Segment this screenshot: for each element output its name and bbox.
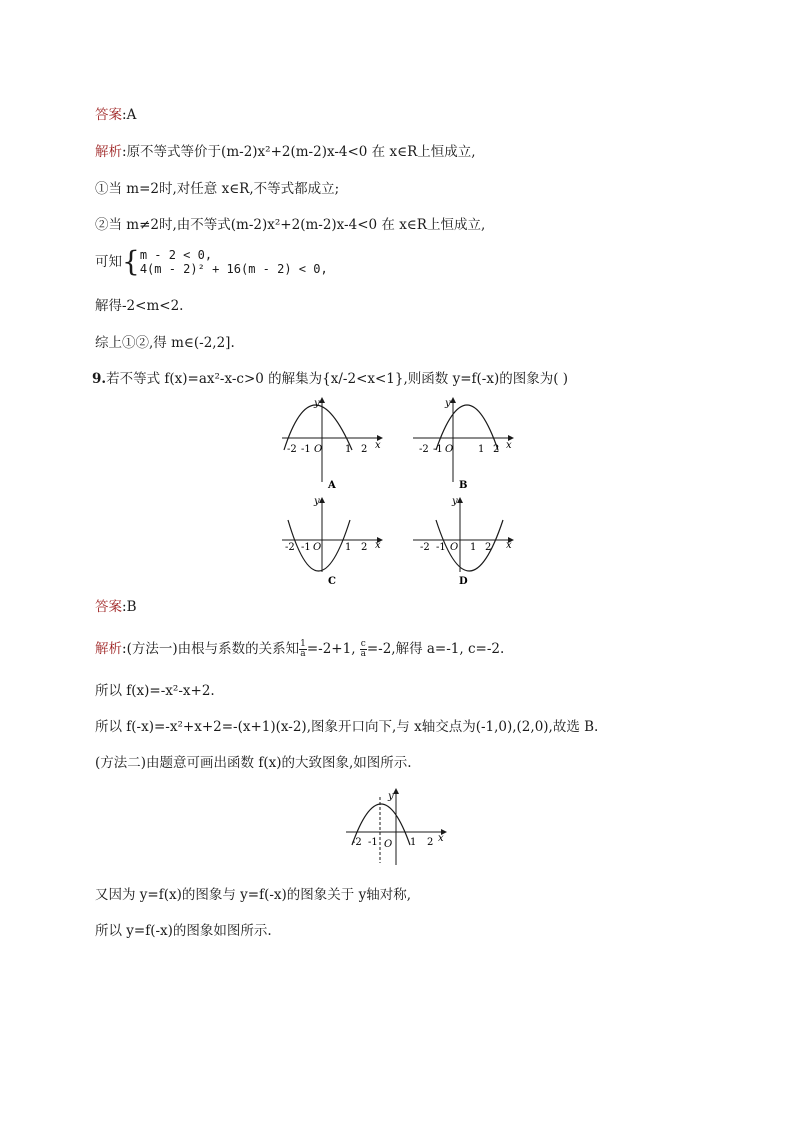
svg-text:1: 1 [478,444,485,455]
answer-value: B [126,599,137,615]
analysis-label: 解析 [95,144,122,160]
svg-text:O: O [313,542,322,553]
caption-c: C [328,576,336,587]
answer-label: 答案 [95,107,122,123]
svg-text:2: 2 [361,542,368,553]
svg-text:x: x [506,540,512,551]
analysis2-line-5: 又因为 y=f(x)的图象与 y=f(-x)的图象关于 y轴对称, [95,887,412,903]
analysis-line-5: 解得-2<m<2. [95,298,184,314]
svg-text:-2: -2 [420,542,430,553]
svg-text:-2: -2 [419,444,429,455]
svg-text:y: y [314,496,320,507]
svg-text:-1: -1 [368,837,378,848]
svg-text:-2: -2 [287,444,297,455]
fraction-1-over-a: $\frac{1}{a}$ [300,639,306,659]
analysis-line-3: ②当 m≠2时,由不等式(m-2)x²+2(m-2)x-4<0 在 x∈R上恒成立, [95,217,486,233]
graph-c [282,496,382,587]
svg-text:x: x [438,833,444,844]
svg-text:x: x [506,440,512,451]
system-brace: { [122,245,140,278]
question-9 [92,370,568,388]
system-row-2: 4(m - 2)² + 16(m - 2) < 0, [139,262,328,276]
analysis-line-1: 解析:原不等式等价于(m-2)x²+2(m-2)x-4<0 在 x∈R上恒成立, [95,144,476,160]
graph-a [282,398,382,491]
svg-text:-1: -1 [301,444,311,455]
svg-text:O: O [450,542,459,553]
svg-text:y: y [388,791,394,802]
svg-text:2: 2 [361,444,368,455]
caption-d: D [459,576,468,587]
system-row-1: m - 2 < 0, [139,248,213,262]
answer-label: 答案 [95,599,122,615]
graph-d [413,496,513,587]
analysis-line-2: ①当 m=2时,对任意 x∈R,不等式都成立; [95,181,340,197]
svg-text:-1: -1 [301,542,311,553]
svg-text:-2: -2 [352,837,362,848]
method2-figure [0,785,794,875]
analysis2-line-1: 解析:(方法一)由根与系数的关系知 $\frac{1}{a}$ =-2+1, $\frac{c}{a}$ =-2,解得 a=-1, c=-2. [95,639,505,659]
caption-b: B [459,480,468,491]
svg-text:1: 1 [410,837,417,848]
answer-value: A [126,107,137,123]
svg-text:y: y [445,398,451,409]
analysis2-line-3: 所以 f(-x)=-x²+x+2=-(x+1)(x-2),图象开口向下,与 x轴交点为(-1,0),(2,0),故选 B. [95,719,599,735]
svg-text:y: y [452,496,458,507]
svg-text:1: 1 [345,542,352,553]
svg-text:x: x [375,540,381,551]
caption-a: A [328,480,336,491]
svg-text:-2: -2 [285,542,295,553]
fraction-c-over-a: $\frac{c}{a}$ [360,639,366,659]
svg-text:1: 1 [345,444,352,455]
analysis2-line-6: 所以 y=f(-x)的图象如图所示. [95,923,272,939]
options-graphs [0,390,794,630]
analysis-line-6: 综上①②,得 m∈(-2,2]. [95,335,235,351]
svg-text:1: 1 [470,542,477,553]
svg-text:2: 2 [485,542,492,553]
svg-text:2: 2 [493,444,500,455]
graph-b [413,398,513,491]
answer-line-1: 答案:A [95,107,137,123]
svg-text:O: O [445,444,454,455]
svg-text:2: 2 [427,837,434,848]
question-number: 9. [92,371,107,387]
svg-text:O: O [384,839,393,850]
x-axis-label: x [375,440,381,451]
analysis2-line-2: 所以 f(x)=-x²-x+2. [95,683,215,699]
svg-text:-1: -1 [436,542,446,553]
question-text: 若不等式 f(x)=ax²-x-c>0 的解集为{x/-2<x<1},则函数 y=f(-x)的图象为( ) [106,371,569,387]
analysis2-line-4: (方法二)由题意可画出函数 f(x)的大致图象,如图所示. [95,755,412,771]
analysis-system: 可知{ m - 2 < 0, 4(m - 2)² + 16(m - 2) < 0, [95,245,328,278]
y-axis-label: y [314,398,320,409]
analysis-label: 解析 [95,641,122,657]
svg-text:O: O [314,444,323,455]
svg-text:-1: -1 [433,444,443,455]
answer-line-2: 答案:B [95,599,137,615]
